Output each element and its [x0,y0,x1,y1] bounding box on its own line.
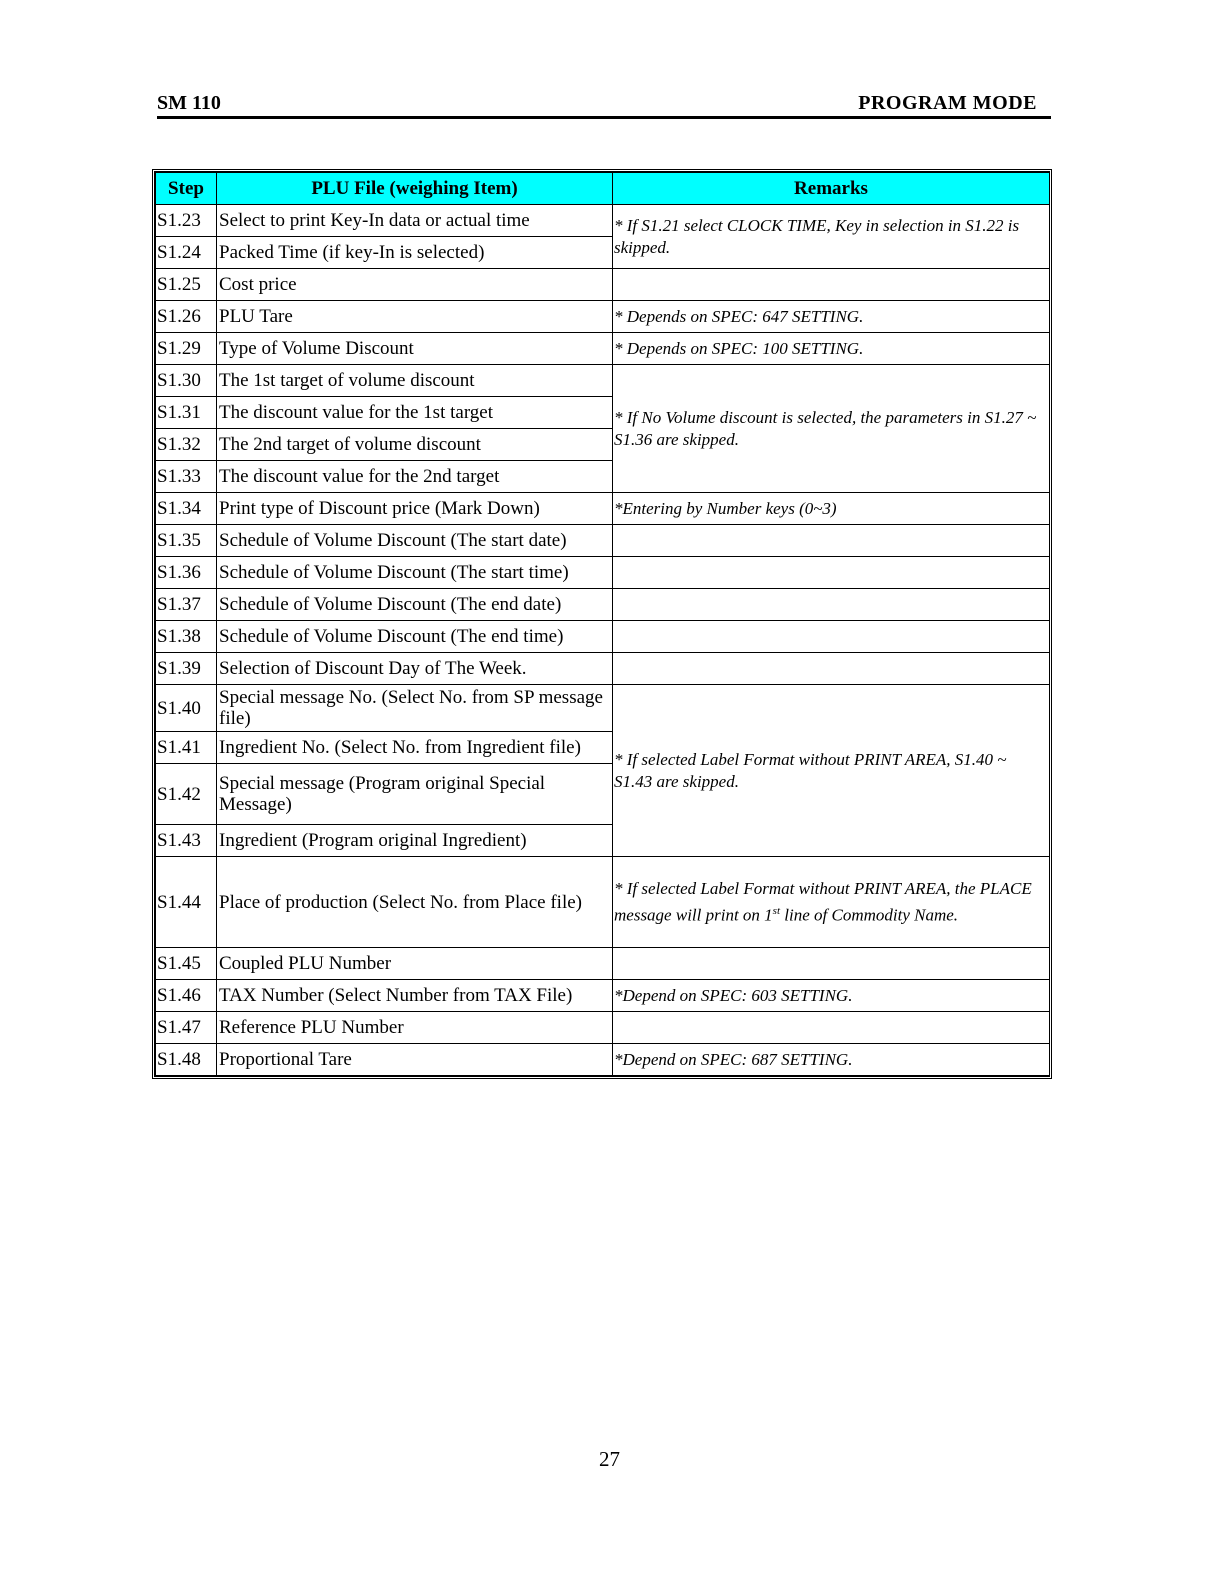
step-cell: S1.29 [156,333,217,365]
desc-cell: The 2nd target of volume discount [217,429,613,461]
remark-cell [613,653,1050,685]
desc-cell: Special message No. (Select No. from SP message file) [217,685,613,732]
desc-cell: PLU Tare [217,301,613,333]
remark-cell: *Entering by Number keys (0~3) [613,493,1050,525]
table-row [156,557,1050,589]
desc-cell: Special message (Program original Special Message) [217,764,613,825]
step-cell: S1.38 [156,621,217,653]
step-cell: S1.33 [156,461,217,493]
step-cell: S1.35 [156,525,217,557]
table-header-row [156,173,1050,205]
table-row [156,525,1050,557]
step-cell: S1.47 [156,1012,217,1044]
remark-place-sup: st [772,904,781,917]
desc-cell: The 1st target of volume discount [217,365,613,397]
desc-cell: Reference PLU Number [217,1012,613,1044]
table-row [156,1012,1050,1044]
desc-cell: Schedule of Volume Discount (The end date) [217,589,613,621]
remark-cell [613,589,1050,621]
table-row [156,685,1050,732]
section-title: PROGRAM MODE [858,92,1037,114]
step-cell: S1.39 [156,653,217,685]
step-cell: S1.36 [156,557,217,589]
remark-cell: * Depends on SPEC: 100 SETTING. [613,333,1050,365]
table-row [156,205,1050,237]
table-row [156,621,1050,653]
desc-cell: Packed Time (if key-In is selected) [217,237,613,269]
step-cell: S1.48 [156,1044,217,1076]
step-cell: S1.41 [156,732,217,764]
table-row [156,333,1050,365]
table-row [156,269,1050,301]
table-row [156,365,1050,397]
step-cell: S1.45 [156,948,217,980]
step-cell: S1.43 [156,825,217,857]
step-cell: S1.40 [156,685,217,732]
desc-cell: Ingredient No. (Select No. from Ingredient file) [217,732,613,764]
remark-cell [613,857,1050,948]
remark-cell [613,1012,1050,1044]
desc-cell: TAX Number (Select Number from TAX File) [217,980,613,1012]
step-cell: S1.34 [156,493,217,525]
remark-cell [613,557,1050,589]
step-cell: S1.24 [156,237,217,269]
desc-cell: Schedule of Volume Discount (The start time) [217,557,613,589]
plu-file-table [152,169,1052,1079]
desc-cell: Ingredient (Program original Ingredient) [217,825,613,857]
step-cell: S1.30 [156,365,217,397]
remark-cell: * If No Volume discount is selected, the parameters in S1.27 ~ S1.36 are skipped. [613,365,1050,493]
step-cell: S1.31 [156,397,217,429]
table-row [156,589,1050,621]
table-row [156,653,1050,685]
table-row [156,493,1050,525]
page-header [157,90,1051,119]
remark-cell [613,525,1050,557]
table-row [156,948,1050,980]
header-step: Step [156,173,217,205]
desc-cell: Cost price [217,269,613,301]
remark-cell: * If S1.21 select CLOCK TIME, Key in selection in S1.22 is skipped. [613,205,1050,269]
header-remarks: Remarks [613,173,1050,205]
step-cell: S1.42 [156,764,217,825]
remark-cell [613,269,1050,301]
remark-cell: *Depend on SPEC: 687 SETTING. [613,1044,1050,1076]
desc-cell: Select to print Key-In data or actual time [217,205,613,237]
desc-cell: Selection of Discount Day of The Week. [217,653,613,685]
desc-cell: Print type of Discount price (Mark Down) [217,493,613,525]
remark-cell [613,948,1050,980]
desc-cell: Coupled PLU Number [217,948,613,980]
table-row [156,1044,1050,1076]
remark-place-a: * If selected Label Format without PRINT AREA, the PLACE message will print on 1 [614,878,1032,925]
desc-cell: Schedule of Volume Discount (The end time) [217,621,613,653]
desc-cell: Type of Volume Discount [217,333,613,365]
table-row [156,301,1050,333]
table-row [156,857,1050,948]
remark-cell: * Depends on SPEC: 647 SETTING. [613,301,1050,333]
header-plu-file: PLU File (weighing Item) [217,173,613,205]
step-cell: S1.44 [156,857,217,948]
remark-cell [613,621,1050,653]
desc-cell: Proportional Tare [217,1044,613,1076]
table-row [156,980,1050,1012]
step-cell: S1.37 [156,589,217,621]
model-name: SM 110 [157,92,221,114]
desc-cell: Schedule of Volume Discount (The start date) [217,525,613,557]
desc-cell: Place of production (Select No. from Place file) [217,857,613,948]
step-cell: S1.26 [156,301,217,333]
step-cell: S1.23 [156,205,217,237]
step-cell: S1.25 [156,269,217,301]
remark-place-b: line of Commodity Name. [780,905,959,925]
remark-cell: *Depend on SPEC: 603 SETTING. [613,980,1050,1012]
page-number: 27 [599,1447,620,1471]
step-cell: S1.32 [156,429,217,461]
step-cell: S1.46 [156,980,217,1012]
desc-cell: The discount value for the 1st target [217,397,613,429]
desc-cell: The discount value for the 2nd target [217,461,613,493]
remark-cell: * If selected Label Format without PRINT AREA, S1.40 ~ S1.43 are skipped. [613,685,1050,857]
